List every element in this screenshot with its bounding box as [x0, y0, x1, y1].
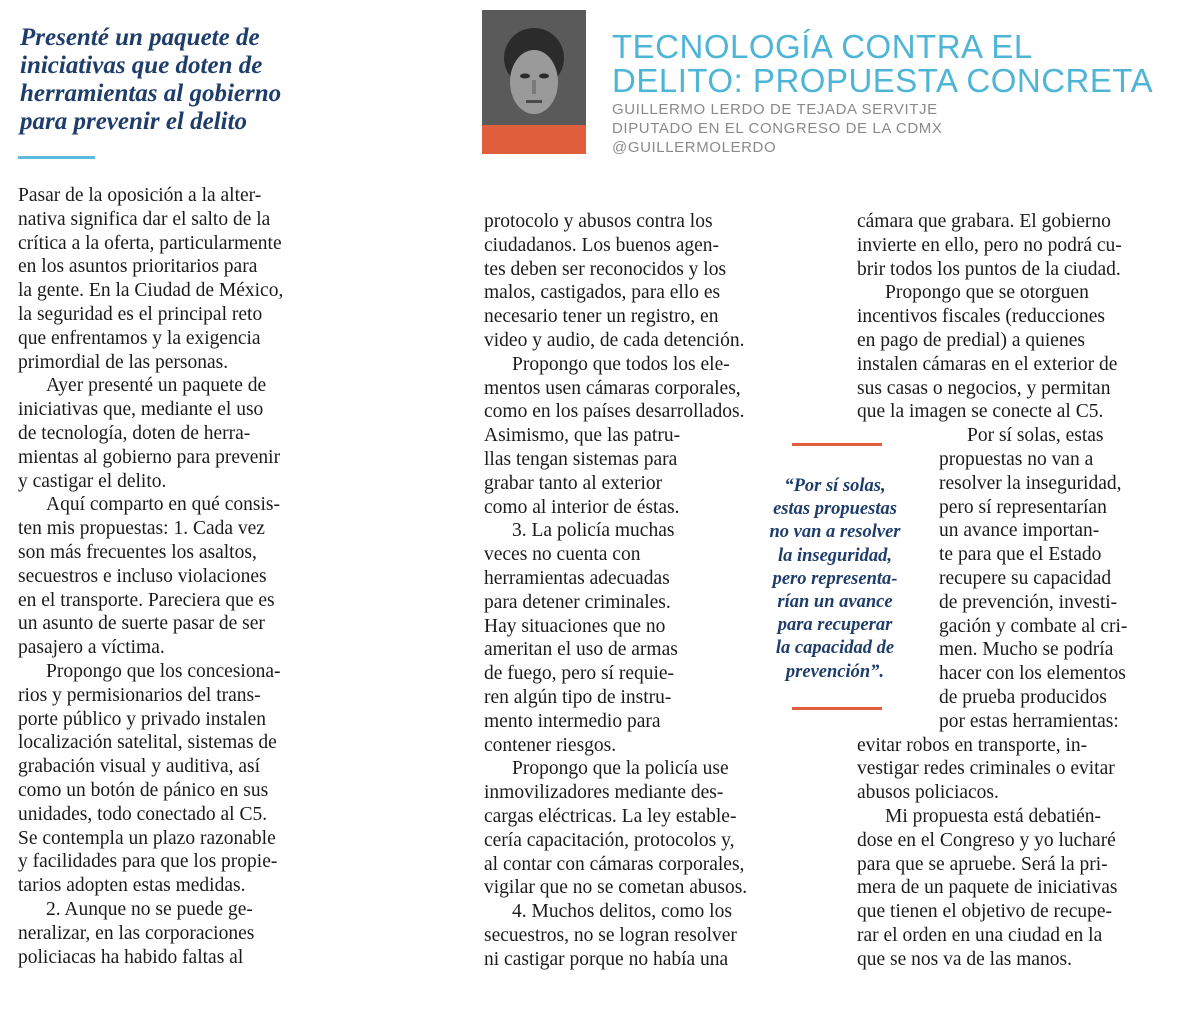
- text-line: abusos policiacos.: [857, 782, 999, 804]
- text-line: propuestas no van a: [939, 448, 1094, 470]
- text-line: nativa significa dar el salto de la: [18, 208, 271, 230]
- text-line: Propongo que todos los ele-: [512, 353, 730, 375]
- text-line: 2. Aunque no se puede ge-: [46, 898, 253, 920]
- text-line: en pago de predial) a quienes: [857, 329, 1085, 351]
- text-line: primordial de las personas.: [18, 351, 229, 373]
- photo-accent-bar: [482, 125, 586, 154]
- text-line: son más frecuentes los asaltos,: [18, 541, 257, 563]
- text-line: Ayer presenté un paquete de: [46, 375, 267, 397]
- author-handle: @GUILLERMOLERDO: [612, 139, 777, 156]
- text-line: herramientas adecuadas: [484, 567, 670, 589]
- text-line: de fuego, pero sí requie-: [484, 663, 675, 685]
- text-line: recupere su capacidad: [939, 567, 1112, 589]
- text-line: dose en el Congreso y yo lucharé: [857, 829, 1116, 851]
- pull-quote-line: para prevenir el delito: [20, 108, 248, 135]
- text-line: vestigar redes criminales o evitar: [857, 758, 1115, 780]
- text-line: mera de un paquete de iniciativas: [857, 877, 1118, 899]
- text-line: en el transporte. Pareciera que es: [18, 589, 275, 611]
- text-line: pasajero a víctima.: [18, 637, 165, 659]
- text-line: contener riesgos.: [484, 734, 617, 756]
- text-line: protocolo y abusos contra los: [484, 211, 713, 232]
- quote-line: “Por sí solas,: [784, 476, 886, 496]
- text-line: hacer con los elementos: [939, 663, 1126, 685]
- pull-quote: [20, 24, 350, 136]
- pull-quote-divider: [18, 156, 95, 159]
- text-line: secuestros e incluso violaciones: [18, 565, 267, 587]
- text-line: 3. La policía muchas: [512, 520, 675, 542]
- text-line: ren algún tipo de instru-: [484, 686, 672, 708]
- text-line: al contar con cámaras corporales,: [484, 853, 745, 875]
- headline-line: DELITO: PROPUESTA CONCRETA: [612, 62, 1154, 99]
- text-line: video y audio, de cada detención.: [484, 329, 745, 351]
- text-line: de prevención, investi-: [939, 591, 1118, 613]
- text-line: llas tengan sistemas para: [484, 448, 678, 470]
- pull-quote-line: herramientas al gobierno: [20, 80, 282, 107]
- text-line: incentivos fiscales (reducciones: [857, 306, 1105, 328]
- text-line: policiacas ha habido faltas al: [18, 946, 244, 968]
- quote-line: pero representa-: [772, 568, 898, 589]
- quote-bottom-divider: [792, 707, 882, 710]
- quote-line: prevención”.: [785, 661, 885, 682]
- text-line: evitar robos en transporte, in-: [857, 734, 1088, 756]
- text-line: resolver la inseguridad,: [939, 472, 1122, 494]
- text-line: la gente. En la Ciudad de México,: [18, 280, 284, 302]
- author-title: DIPUTADO EN EL CONGRESO DE LA CDMX: [612, 120, 943, 137]
- text-line: gación y combate al cri-: [939, 615, 1128, 637]
- quote-top-divider: [792, 443, 882, 446]
- text-line: y castigar el delito.: [18, 470, 167, 492]
- text-line: Hay situaciones que no: [484, 615, 666, 637]
- text-line: cámara que grabara. El gobierno: [857, 211, 1111, 232]
- text-line: 4. Muchos delitos, como los: [512, 901, 732, 923]
- text-line: instalen cámaras en el exterior de: [857, 353, 1118, 375]
- quote-line: para recuperar: [777, 615, 893, 636]
- text-line: por estas herramientas:: [939, 710, 1119, 732]
- text-line: de tecnología, doten de herra-: [18, 422, 251, 444]
- text-line: de prueba producidos: [939, 686, 1107, 708]
- text-line: pero sí representarían: [939, 496, 1107, 518]
- text-line: mentos usen cámaras corporales,: [484, 377, 741, 399]
- text-line: sus casas o negocios, y permitan: [857, 377, 1111, 399]
- quote-line: rían un avance: [777, 592, 893, 613]
- quote-line: la capacidad de: [775, 638, 895, 659]
- text-line: inmovilizadores mediante des-: [484, 782, 724, 804]
- text-line: Se contempla un plazo razonable: [18, 827, 276, 849]
- text-line: te para que el Estado: [939, 544, 1102, 566]
- text-line: la seguridad es el principal reto: [18, 303, 263, 325]
- highlighted-quote: [760, 475, 910, 684]
- quote-line: estas propuestas: [773, 499, 897, 520]
- text-line: localización satelital, sistemas de: [18, 732, 277, 754]
- text-line: para detener criminales.: [484, 591, 671, 613]
- text-line: men. Mucho se podría: [939, 639, 1114, 661]
- quote-line: no van a resolver: [769, 522, 901, 543]
- text-line: Por sí solas, estas: [967, 425, 1104, 447]
- text-line: neralizar, en las corporaciones: [18, 922, 255, 944]
- text-line: Propongo que se otorguen: [885, 282, 1089, 304]
- pull-quote-line: iniciativas que doten de: [20, 52, 263, 79]
- text-line: Propongo que los concesiona-: [46, 660, 281, 682]
- text-line: como en los países desarrollados.: [484, 401, 745, 423]
- text-line: cargas eléctricas. La ley estable-: [484, 805, 737, 827]
- text-line: rios y permisionarios del trans-: [18, 684, 261, 706]
- text-line: que se nos va de las manos.: [857, 948, 1072, 970]
- article-headline: [612, 30, 1192, 98]
- author-name: GUILLERMO LERDO DE TEJADA SERVITJE: [612, 101, 938, 118]
- text-line: tes deben ser reconocidos y los: [484, 258, 727, 280]
- text-line: brir todos los puntos de la ciudad.: [857, 258, 1121, 280]
- text-line: iniciativas que, mediante el uso: [18, 399, 264, 421]
- text-line: cería capacitación, protocolos y,: [484, 829, 735, 851]
- text-line: rar el orden en una ciudad en la: [857, 924, 1103, 946]
- text-line: que la imagen se conecte al C5.: [857, 401, 1104, 423]
- text-line: Mi propuesta está debatién-: [885, 805, 1102, 827]
- text-line: en los asuntos prioritarios para: [18, 256, 258, 278]
- text-line: que tienen el objetivo de recupe-: [857, 901, 1113, 923]
- text-line: como al interior de éstas.: [484, 496, 680, 518]
- text-line: invierte en ello, pero no podrá cu-: [857, 234, 1122, 256]
- text-line: que enfrentamos y la exigencia: [18, 327, 261, 349]
- text-line: porte público y privado instalen: [18, 708, 267, 730]
- text-line: veces no cuenta con: [484, 544, 641, 566]
- text-line: ni castigar porque no había una: [484, 948, 729, 970]
- headline-line: TECNOLOGÍA CONTRA EL: [612, 28, 1033, 65]
- text-line: vigilar que no se cometan abusos.: [484, 877, 748, 899]
- text-line: ten mis propuestas: 1. Cada vez: [18, 518, 265, 540]
- pull-quote-line: Presenté un paquete de: [20, 24, 260, 51]
- text-line: un asunto de suerte pasar de ser: [18, 613, 265, 635]
- text-line: necesario tener un registro, en: [484, 306, 719, 328]
- text-line: secuestros, no se logran resolver: [484, 924, 737, 946]
- text-line: un avance importan-: [939, 520, 1100, 542]
- text-line: malos, castigados, para ello es: [484, 282, 721, 304]
- body-column-1: [18, 184, 348, 969]
- text-line: crítica a la oferta, particularmente: [18, 232, 282, 254]
- text-line: ciudadanos. Los buenos agen-: [484, 234, 720, 256]
- text-line: para que se apruebe. Será la pri-: [857, 853, 1108, 875]
- text-line: tarios adopten estas medidas.: [18, 875, 246, 897]
- text-line: mientas al gobierno para prevenir: [18, 446, 281, 468]
- text-line: ameritan el uso de armas: [484, 639, 678, 661]
- text-line: Pasar de la oposición a la alter-: [18, 185, 262, 206]
- text-line: Asimismo, que las patru-: [484, 425, 681, 447]
- text-line: y facilidades para que los propie-: [18, 851, 278, 873]
- text-line: grabación visual y auditiva, así: [18, 756, 261, 778]
- text-line: grabar tanto al exterior: [484, 472, 663, 494]
- text-line: como un botón de pánico en sus: [18, 779, 269, 801]
- text-line: Aquí comparto en qué consis-: [46, 494, 280, 516]
- text-line: unidades, todo conectado al C5.: [18, 803, 268, 825]
- text-line: Propongo que la policía use: [512, 758, 729, 780]
- author-byline: [612, 100, 1192, 157]
- text-line: mento intermedio para: [484, 710, 661, 732]
- quote-line: la inseguridad,: [777, 545, 893, 566]
